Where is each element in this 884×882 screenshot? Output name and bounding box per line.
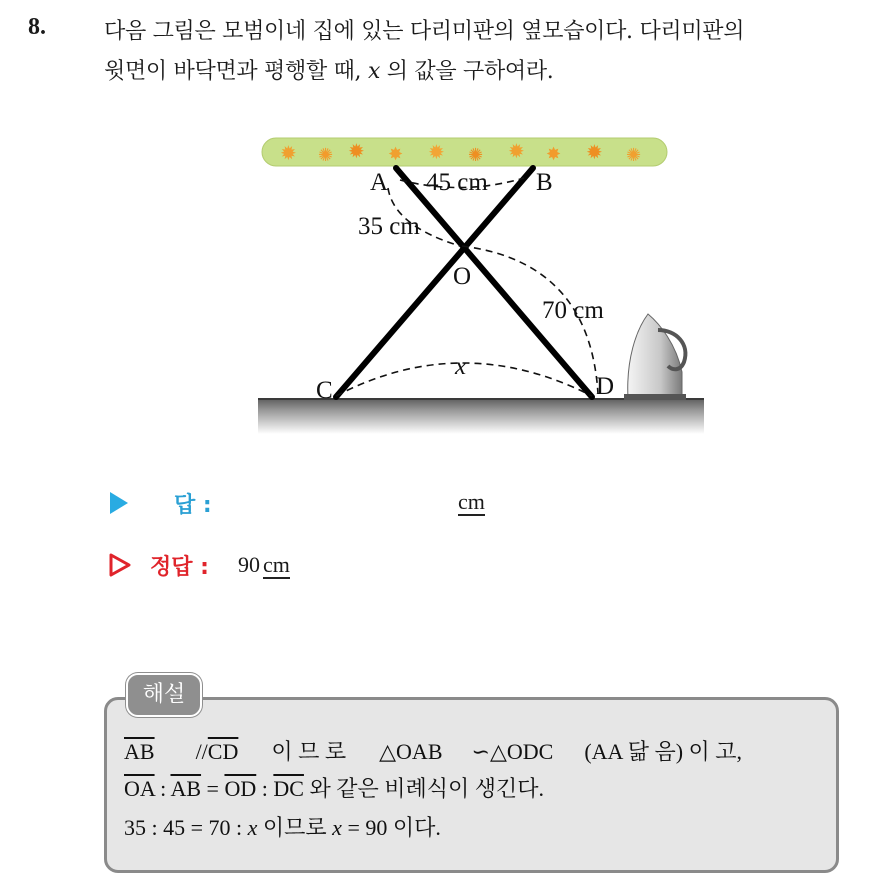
result-text: = 90 이다. (341, 815, 441, 840)
leg-AD (396, 168, 592, 397)
iron (624, 314, 686, 400)
triangle-OAB: △OAB (379, 739, 443, 764)
explanation-line-3 (124, 813, 441, 843)
svg-text:✹: ✹ (348, 139, 365, 163)
solution-row (108, 548, 708, 584)
svg-text:✸: ✸ (388, 144, 404, 165)
answer-unit: cm (458, 489, 485, 514)
question-line-1: 다음 그림은 모범이네 집에 있는 다리미판의 옆모습이다. 다리미판의 (104, 19, 745, 44)
question-line-2-end: 의 값을 구하여라. (380, 59, 554, 84)
text-proportion: 와 같은 비례식이 생긴다. (309, 776, 544, 801)
triangle-ODC: △ODC (489, 739, 554, 764)
svg-text:✹: ✹ (428, 140, 445, 164)
explanation-line-1 (124, 737, 742, 767)
explanation-tab: 해설 (126, 673, 202, 717)
svg-text:✸: ✸ (546, 144, 562, 165)
segment-DC: $\overline{DC}$ (273, 776, 304, 801)
svg-text:✹: ✹ (280, 141, 297, 165)
label-A: A (370, 169, 389, 196)
outline-triangle-icon (108, 552, 132, 578)
text-so: 이므로 (257, 815, 333, 840)
leg-BC (336, 168, 533, 397)
parallel-symbol: // (195, 739, 208, 764)
question-number: 8. (28, 14, 46, 40)
segment-CD: $\overline{CD}$ (207, 739, 239, 764)
label-B: B (536, 169, 553, 196)
solution-unit: cm (263, 552, 290, 577)
length-OD: 70 cm (542, 297, 604, 324)
colon-2: : (261, 776, 268, 801)
length-CD: x (455, 353, 467, 380)
play-triangle-icon (108, 490, 130, 516)
solution-label: 정답 : (150, 555, 209, 580)
solution-number: 90 (238, 552, 260, 577)
label-D: D (596, 373, 615, 400)
similar-symbol: ∽ (471, 739, 490, 764)
answer-label: 답 : (174, 493, 212, 518)
text-similarity: (AA 닮 음) 이 고, (584, 739, 743, 764)
length-AO: 35 cm (358, 213, 420, 240)
svg-text:✺: ✺ (318, 145, 334, 166)
equals-sign: = (206, 776, 219, 801)
text-therefore: 이 므 로 (271, 739, 347, 764)
proportion-equation: 35 : 45 = 70 : (124, 815, 248, 840)
segment-AB-2: $\overline{AB}$ (170, 776, 202, 801)
colon-1: : (160, 776, 167, 801)
answer-row (108, 486, 708, 522)
variable-x-2: x (332, 815, 342, 840)
question-variable: x (367, 59, 381, 84)
segment-OA: $\overline{OA}$ (124, 776, 155, 801)
svg-text:✺: ✺ (626, 145, 642, 166)
explanation-line-2 (124, 774, 544, 804)
question-line-2-start: 윗면이 바닥면과 평행할 때, (104, 59, 368, 84)
segment-OD: $\overline{OD}$ (224, 776, 257, 801)
svg-text:✹: ✹ (586, 140, 603, 164)
svg-text:✺: ✺ (468, 145, 484, 166)
length-AB: 45 cm (426, 169, 488, 196)
label-O: O (453, 263, 472, 290)
variable-x-1: x (247, 815, 258, 840)
solution-answer (238, 552, 290, 578)
segment-AB: $\overline{AB}$ (124, 739, 155, 764)
svg-text:✹: ✹ (508, 139, 525, 163)
label-C: C (316, 377, 333, 404)
